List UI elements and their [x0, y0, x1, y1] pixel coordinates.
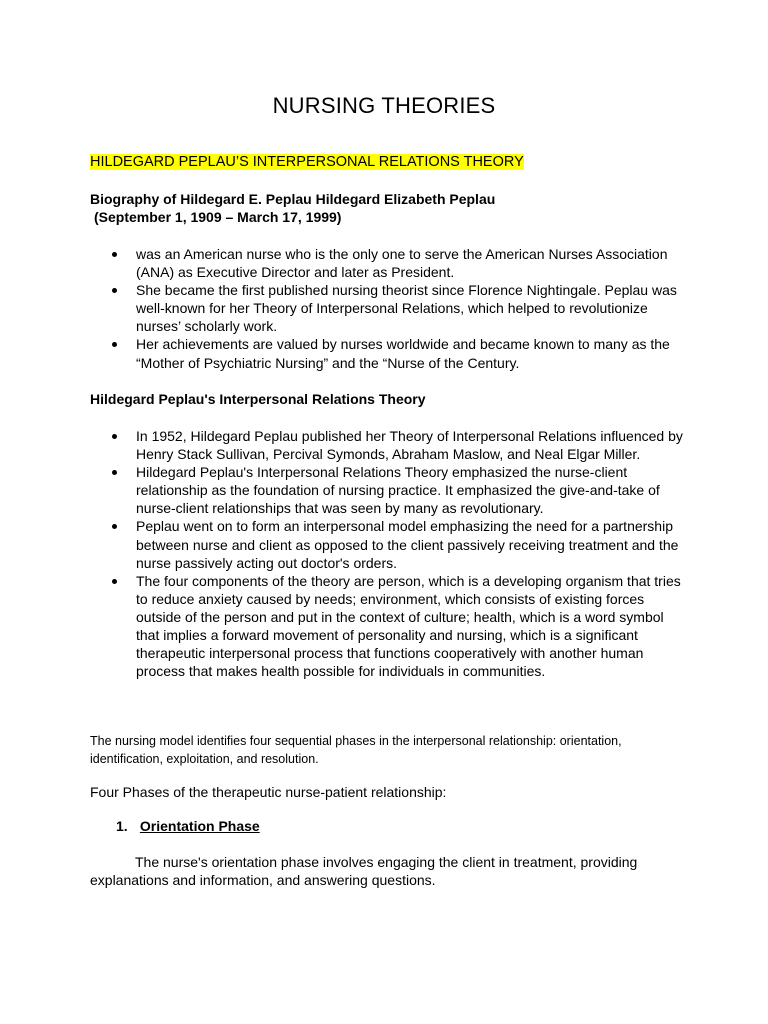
bullet-icon: [112, 288, 117, 293]
list-item: Her achievements are valued by nurses worldwide and became known to many as the “Mother of Psychiatric Nursing” and the “Nurse of the Century.: [90, 335, 690, 371]
phases-intro: Four Phases of the therapeutic nurse-patient relationship:: [90, 784, 447, 800]
bio-bullet-list: [90, 245, 690, 372]
list-item: She became the first published nursing theorist since Florence Nightingale. Peplau was well-known for her Theory of Interpersonal Relations, which helped to revolutionize nurses’ scholarly work.: [90, 281, 690, 335]
list-item: was an American nurse who is the only one to serve the American Nurses Association (ANA) as Executive Director and later as President.: [90, 245, 690, 281]
section-heading: [90, 152, 524, 172]
bio-heading-line1: Biography of Hildegard E. Peplau Hildegard Elizabeth Peplau: [90, 191, 496, 207]
bullet-icon: [112, 524, 117, 529]
bullet-icon: [112, 252, 117, 257]
list-item: Hildegard Peplau's Interpersonal Relations Theory emphasized the nurse-client relationship as the foundation of nursing practice. It emphasized the give-and-take of nurse-client relationships that was seen by many as revolutionary.: [90, 463, 690, 517]
bullet-icon: [112, 470, 117, 475]
bullet-icon: [112, 434, 117, 439]
phase1-title: Orientation Phase: [139, 818, 260, 834]
phase1-number: 1.: [116, 818, 128, 834]
theory-bullet-list: [90, 427, 690, 680]
bullet-icon: [112, 342, 117, 347]
page-title: NURSING THEORIES: [272, 93, 496, 118]
list-item: The four components of the theory are person, which is a developing organism that tries to reduce anxiety caused by needs; environment, which consists of existing forces outside of the person and put in the context of culture; health, which is a word symbol that implies a forward movement of personality and nursing, which is a significant therapeutic interpersonal process that functions cooperatively with another human process that makes health possible for individuals in communities.: [90, 572, 690, 681]
bullet-icon: [112, 579, 117, 584]
theory-heading: Hildegard Peplau's Interpersonal Relations Theory: [90, 391, 426, 407]
phase1-paragraph: The nurse's orientation phase involves engaging the client in treatment, providing explanations and information, and answering questions.: [90, 854, 638, 889]
model-paragraph: The nursing model identifies four sequential phases in the interpersonal relationship: orientation, identification, exploitation, and resolution.: [90, 734, 622, 766]
bio-heading-line2: (September 1, 1909 – March 17, 1999): [94, 209, 342, 225]
section-heading-highlight: HILDEGARD PEPLAU’S INTERPERSONAL RELATIONS THEORY: [90, 154, 524, 170]
phase1-heading: [116, 817, 260, 835]
list-item: Peplau went on to form an interpersonal model emphasizing the need for a partnership between nurse and client as opposed to the client passively receiving treatment and the nurse passively acting out doctor's orders.: [90, 517, 690, 571]
list-item: In 1952, Hildegard Peplau published her Theory of Interpersonal Relations influenced by Henry Stack Sullivan, Percival Symonds, Abraham Maslow, and Neal Elgar Miller.: [90, 427, 690, 463]
